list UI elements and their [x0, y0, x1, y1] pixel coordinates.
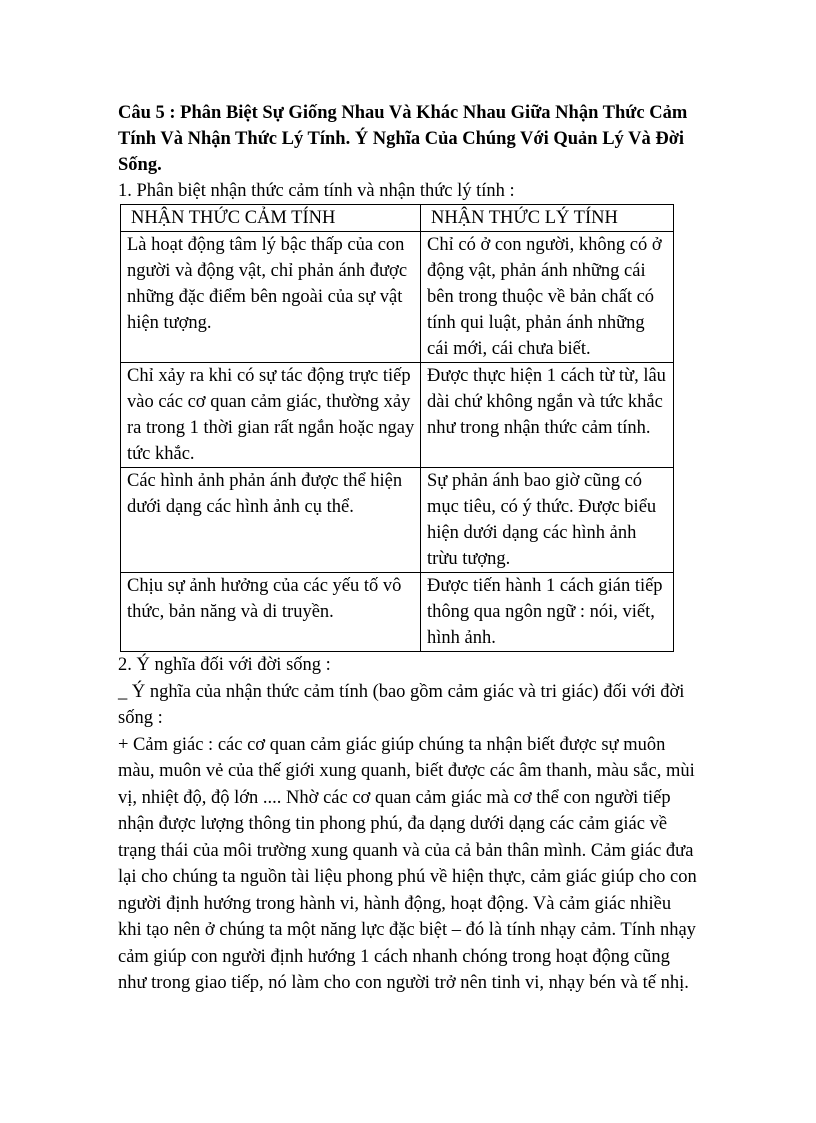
section-2-body: + Cảm giác : các cơ quan cảm giác giúp chúng ta nhận biết được sự muôn màu, muôn vẻ của thế giới xung quanh, biết được các âm thanh, màu sắc, mùi vị, nhiệt độ, độ lớn .... Nhờ các cơ quan cảm giác mà cơ thể con người tiếp nhận được lượng thông tin phong phú, đa dạng dưới dạng các cảm giác về trạng thái của môi trường xung quanh và của cả bản thân mình. Cảm giác đưa lại cho chúng ta nguồn tài liệu phong phú về hiện thực, cảm giác giúp cho con người định hướng trong hành vi, hành động, hoạt động. Và cảm giác nhiều khi tạo nên ở chúng ta một năng lực đặc biệt – đó là tính nhạy cảm. Tính nhạy cảm giúp con người định hướng 1 cách nhanh chóng trong hoạt động cũng như trong giao tiếp, nó làm cho con người trở nên tinh vi, nhạy bén và tế nhị.: [118, 734, 697, 993]
table-row: [121, 363, 674, 468]
table-cell: Sự phản ánh bao giờ cũng có mục tiêu, có ý thức. Được biểu hiện dưới dạng các hình ảnh trừu tượng.: [421, 468, 674, 573]
table-row: [121, 573, 674, 652]
comparison-table: [120, 204, 674, 652]
table-cell: Chỉ có ở con người, không có ở động vật, phản ánh những cái bên trong thuộc về bản chất có tính qui luật, phản ánh những cái mới, cái chưa biết.: [421, 232, 674, 363]
table-header-row: [121, 205, 674, 232]
table-cell: Là hoạt động tâm lý bậc thấp của con người và động vật, chỉ phản ánh được những đặc điểm bên ngoài của sự vật hiện tượng.: [121, 232, 421, 363]
page-title: Câu 5 : Phân Biệt Sự Giống Nhau Và Khác Nhau Giữa Nhận Thức Cảm Tính Và Nhận Thức Lý Tính. Ý Nghĩa Của Chúng Với Quản Lý Và Đời Sống.: [118, 103, 688, 175]
table-cell: Được tiến hành 1 cách gián tiếp thông qua ngôn ngữ : nói, viết, hình ảnh.: [421, 573, 674, 652]
table-header-cell: NHẬN THỨC LÝ TÍNH: [421, 205, 674, 232]
table-cell: Các hình ảnh phản ánh được thể hiện dưới dạng các hình ảnh cụ thể.: [121, 468, 421, 573]
document-page: [118, 100, 698, 997]
section-2-heading: 2. Ý nghĩa đối với đời sống :: [118, 655, 331, 675]
table-cell: Chịu sự ảnh hưởng của các yếu tố vô thức, bản năng và di truyền.: [121, 573, 421, 652]
table-cell: Được thực hiện 1 cách từ từ, lâu dài chứ không ngắn và tức khắc như trong nhận thức cảm tính.: [421, 363, 674, 468]
table-cell: Chỉ xảy ra khi có sự tác động trực tiếp vào các cơ quan cảm giác, thường xảy ra trong 1 thời gian rất ngắn hoặc ngay tức khắc.: [121, 363, 421, 468]
section-2-intro: _ Ý nghĩa của nhận thức cảm tính (bao gồm cảm giác và tri giác) đối với đời sống :: [118, 681, 685, 728]
table-header-cell: NHẬN THỨC CẢM TÍNH: [121, 205, 421, 232]
table-row: [121, 232, 674, 363]
table-row: [121, 468, 674, 573]
section-1-heading: 1. Phân biệt nhận thức cảm tính và nhận thức lý tính :: [118, 181, 515, 201]
